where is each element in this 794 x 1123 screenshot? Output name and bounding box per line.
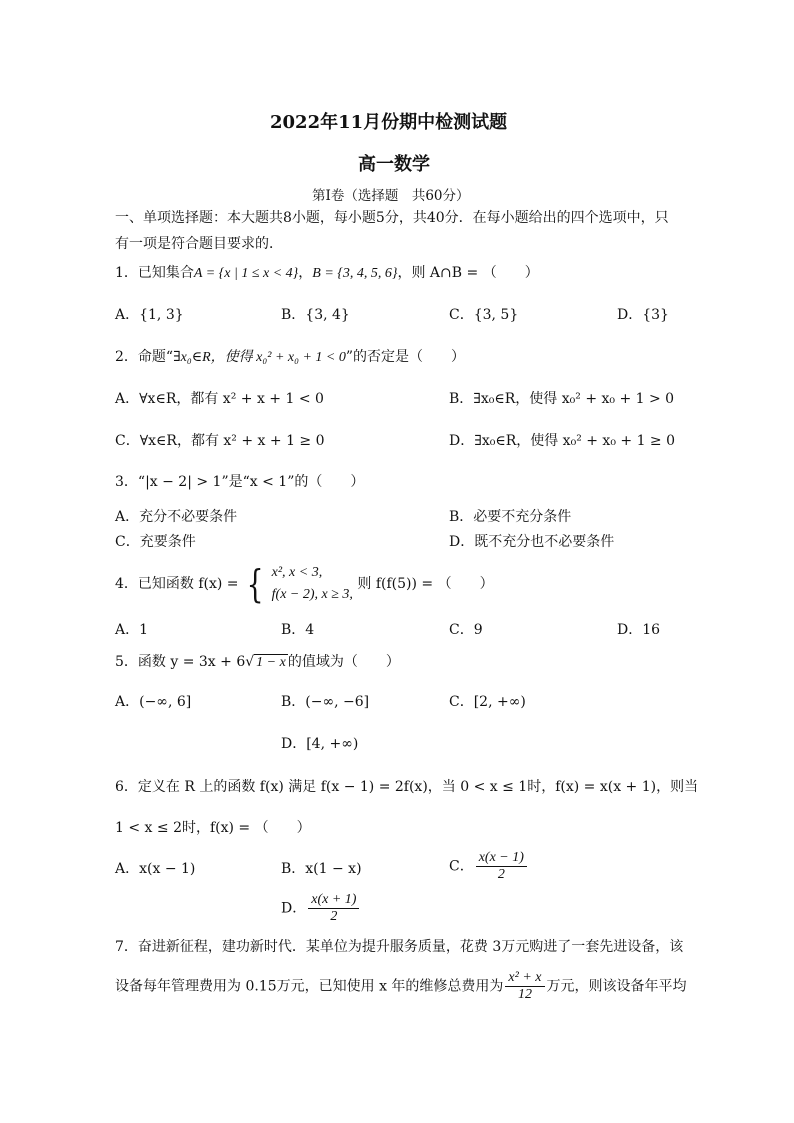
q5-suffix: 的值域为（ ） — [287, 654, 400, 670]
q6-c-denominator: 2 — [497, 867, 505, 882]
q6-c-numerator: x(x − 1) — [476, 850, 527, 867]
q2-option-c[interactable]: C．∀x∈R，都有 x² + x + 1 ≥ 0 — [115, 433, 325, 449]
q4-case-2: f(x − 2), x ≥ 3, — [271, 587, 353, 602]
q3-option-c[interactable]: C．充要条件 — [115, 534, 196, 550]
q1-option-a[interactable]: A．{1, 3} — [115, 307, 184, 323]
q4-option-b[interactable]: B．4 — [281, 622, 315, 638]
q5-radicand: 1 − x — [256, 655, 286, 670]
section-instructions-line1: 一、单项选择题：本大题共8小题，每小题5分，共40分．在每小题给出的四个选项中，只 — [115, 210, 669, 226]
q3-option-a[interactable]: A．充分不必要条件 — [115, 509, 238, 525]
q2-option-b[interactable]: B．∃x₀∈R，使得 x₀² + x₀ + 1 > 0 — [449, 391, 675, 407]
q4-option-a[interactable]: A．1 — [115, 622, 149, 638]
q4-brace: { — [246, 562, 264, 606]
question-7-stem-line2 — [115, 970, 687, 1003]
q7-line2-prefix: 设备每年管理费用为 0.15万元，已知使用 x 年的维修总费用为 — [115, 978, 504, 995]
q7-numerator: x² + x — [505, 970, 544, 987]
q1-option-d[interactable]: D．{3} — [617, 307, 669, 323]
question-6-stem-line2: 1 < x ≤ 2时，f(x) = （ ） — [115, 820, 311, 836]
question-1-stem — [115, 263, 539, 284]
q6-option-b[interactable]: B．x(1 − x) — [281, 861, 362, 877]
q4-cases — [272, 562, 353, 606]
q1-option-c[interactable]: C．{3, 5} — [449, 307, 519, 323]
q1-option-b[interactable]: B．{3, 4} — [281, 307, 350, 323]
q2-suffix: ”的否定是（ ） — [345, 349, 466, 365]
q1-suffix: ，则 A∩B = （ ） — [397, 265, 539, 281]
question-4-stem — [115, 562, 494, 606]
q7-line2-suffix: 万元，则该设备年平均 — [546, 978, 687, 995]
q4-prefix: 4．已知函数 f(x) = — [115, 576, 239, 592]
q6-d-numerator: x(x + 1) — [308, 892, 359, 909]
q1-set-a: A = {x | 1 ≤ x < 4} — [193, 266, 299, 281]
q4-suffix: 则 f(f(5)) = （ ） — [357, 576, 494, 592]
question-6-stem-line1: 6．定义在 R 上的函数 f(x) 满足 f(x − 1) = 2f(x)，当 0 < x ≤ 1时，f(x) = x(x + 1)，则当 — [115, 779, 699, 795]
section-instructions-line2: 有一项是符合题目要求的． — [115, 236, 283, 252]
q1-set-b: B = {3, 4, 5, 6} — [312, 266, 398, 281]
q6-option-d-fraction — [308, 892, 359, 925]
q6-d-denominator: 2 — [330, 909, 338, 924]
q3-option-d[interactable]: D．既不充分也不必要条件 — [449, 534, 615, 550]
q6-option-c-fraction — [476, 850, 527, 883]
sqrt-icon: √ — [245, 654, 255, 670]
q2-prefix: 2．命题“ — [115, 349, 174, 365]
q2-option-d[interactable]: D．∃x₀∈R，使得 x₀² + x₀ + 1 ≥ 0 — [449, 433, 676, 449]
q1-prefix: 1．已知集合 — [115, 265, 194, 281]
q6-option-d[interactable] — [281, 892, 361, 925]
q1-sep: ， — [298, 265, 313, 281]
question-2-stem — [115, 347, 465, 368]
q4-option-d[interactable]: D．16 — [617, 622, 661, 638]
q5-option-b[interactable]: B．(−∞, −6] — [281, 694, 370, 710]
exam-title: 2022年11月份期中检测试题 — [270, 112, 508, 133]
q4-option-c[interactable]: C．9 — [449, 622, 483, 638]
q2-option-a[interactable]: A．∀x∈R，都有 x² + x + 1 < 0 — [115, 391, 324, 407]
q5-option-c[interactable]: C．[2, +∞) — [449, 694, 526, 710]
q3-option-b[interactable]: B．必要不充分条件 — [449, 509, 572, 525]
q2-proposition: ∃x₀∈R，使得 x₀² + x₀ + 1 < 0 — [173, 350, 346, 365]
q7-denominator: 12 — [517, 987, 532, 1002]
question-5-stem — [115, 652, 400, 673]
q4-case-1: x², x < 3, — [271, 565, 323, 580]
q5-option-a[interactable]: A．(−∞, 6] — [115, 694, 192, 710]
q5-prefix: 5．函数 y = 3x + 6 — [115, 654, 246, 670]
question-3-stem: 3．“|x − 2| > 1”是“x < 1”的（ ） — [115, 474, 365, 490]
q5-option-d[interactable]: D．[4, +∞) — [281, 736, 359, 752]
q6-option-c-label: C． — [449, 858, 474, 875]
part-title: 第Ⅰ卷（选择题 共60分） — [312, 188, 470, 204]
q6-option-c[interactable] — [449, 850, 529, 883]
q6-option-d-label: D． — [281, 900, 307, 917]
subject-title: 高一数学 — [358, 154, 430, 175]
q6-option-a[interactable]: A．x(x − 1) — [115, 861, 196, 877]
q7-fraction — [505, 970, 544, 1003]
question-7-stem-line1: 7．奋进新征程，建功新时代．某单位为提升服务质量，花费 3万元购进了一套先进设备，该 — [115, 939, 684, 955]
